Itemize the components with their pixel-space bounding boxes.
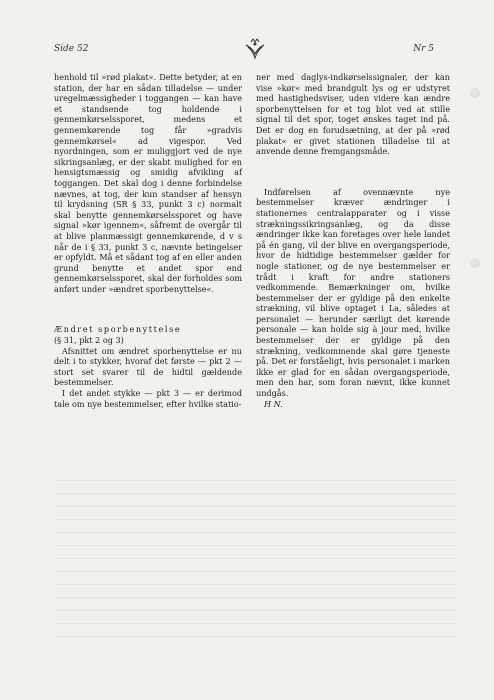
punch-hole xyxy=(470,88,480,98)
page-number: Side 52 xyxy=(54,44,89,54)
punch-hole xyxy=(470,258,480,268)
page-header xyxy=(54,38,456,62)
paragraph: I det andet stykke — pkt 3 — er derimod tale om nye bestemmelser, efter hvilke statio- xyxy=(54,388,242,409)
paragraph: ner med daglys-indkørselssignaler, der kan vise »kør« med brandgult lys og er udstyret med hastighedsviser, uden videre kan ændre sporbenyttelsen for et tog blot ved at stille signal til det spor, toget ønskes taget ind på. Det er dog en forudsætning, at der på »rød plakat« er givet stationen tilladelse til at anvende denne fremgangsmåde. xyxy=(256,72,450,157)
issue-number: Nr 5 xyxy=(413,44,434,54)
show-through-lines xyxy=(54,480,456,680)
author-signature: H N. xyxy=(264,398,283,409)
left-column xyxy=(54,72,242,409)
crown-emblem-icon xyxy=(242,38,268,62)
section-heading: Ændret sporbenyttelse xyxy=(54,324,182,335)
paragraph: Afsnittet om ændret sporbenyttelse er nu delt i to stykker, hvoraf det første — pkt 2 — stort set svarer til de hidtil gældende bestemmelser. xyxy=(54,345,242,388)
right-column xyxy=(256,72,450,409)
section-reference: (§ 31, pkt 2 og 3) xyxy=(54,335,124,346)
paragraph: Indførelsen af ovennævnte nye bestemmelser kræver ændringer i stationernes centralapparater og i visse strækningssikringsanlæg, og da disse ændringer ikke kan foretages over hele landet på én gang, vil der blive en overgangsperiode, hvor de hidtidige bestemmelser gælder for nogle stationer, og de nye bestemmelser er trådt i kraft for andre stationers vedkommende. Bemærkninger om, hvilke bestemmelser der er gyldige på den enkelte strækning, vil blive optaget i La, således at personalet — herunder særligt det kørende personale — kan holde sig à jour med, hvilke bestemmelser der er gyldige på den strækning, vedkommende skal gøre tjeneste på. Det er forståeligt, hvis personalet i marken ikke er glad for en sådan overgangsperiode, men den har, som foran nævnt, ikke kunnet undgås. xyxy=(256,186,450,399)
paragraph: henhold til »rød plakat«. Dette betyder, at en station, der har en sådan tilladelse — under uregelmæssigheder i toggangen — kan have et standsende tog holdende i gennemkørselssporet, medens et gennemkørende tog får »gradvis gennemkørsel« ad vigespor. Ved nyordningen, som er muliggjort ved de nye sikringsanlæg, er der skabt mulighed for en hensigtsmæssig og smidig afvikling af toggangen. Det skal dog i denne forbindelse nævnes, at tog, der kun standser af hensyn til krydsning (SR § 33, punkt 3 c) normalt skal benytte gennemkørselssporet og have signal »kør igennem«, såfremt de overgår til at blive planmæssigt gennemkørende, d v s når de i § 33, punkt 3 c, nævnte betingelser er opfyldt. Må et sådant tog af en eller anden grund benytte et andet spor end gennemkørselssporet, skal der forholdes som anført under »ændret sporbenyttelse«. xyxy=(54,72,242,294)
